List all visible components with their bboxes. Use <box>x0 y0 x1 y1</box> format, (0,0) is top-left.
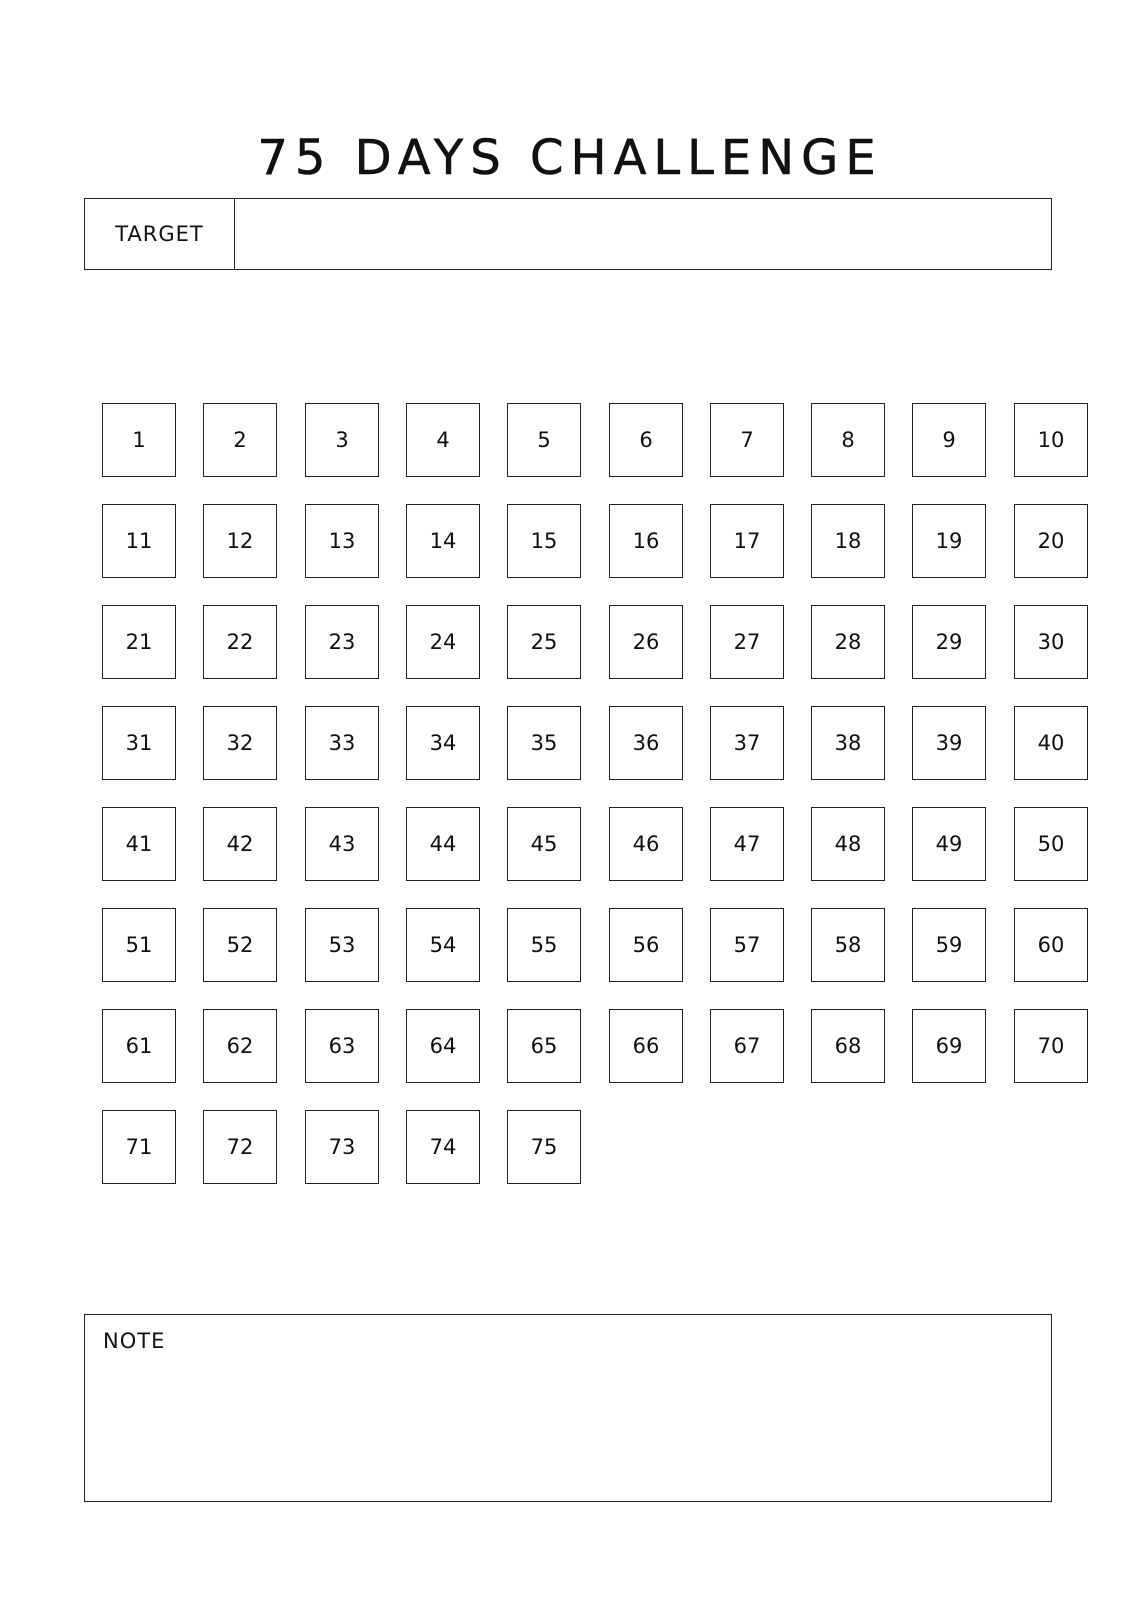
day-box[interactable]: 2 <box>203 403 277 477</box>
day-box[interactable]: 57 <box>710 908 784 982</box>
day-box[interactable]: 53 <box>305 908 379 982</box>
note-label: NOTE <box>103 1329 166 1353</box>
day-box[interactable]: 15 <box>507 504 581 578</box>
day-box[interactable]: 23 <box>305 605 379 679</box>
day-box[interactable]: 61 <box>102 1009 176 1083</box>
day-box[interactable]: 46 <box>609 807 683 881</box>
day-box[interactable]: 60 <box>1014 908 1088 982</box>
target-box <box>84 198 1052 270</box>
day-box[interactable]: 4 <box>406 403 480 477</box>
day-box[interactable]: 14 <box>406 504 480 578</box>
day-box[interactable]: 36 <box>609 706 683 780</box>
page-title: 75 DAYS CHALLENGE <box>257 130 883 187</box>
day-box[interactable]: 65 <box>507 1009 581 1083</box>
day-box[interactable]: 29 <box>912 605 986 679</box>
day-box[interactable]: 18 <box>811 504 885 578</box>
day-box[interactable]: 17 <box>710 504 784 578</box>
day-box[interactable]: 35 <box>507 706 581 780</box>
day-box[interactable]: 64 <box>406 1009 480 1083</box>
day-box[interactable]: 49 <box>912 807 986 881</box>
day-box[interactable]: 10 <box>1014 403 1088 477</box>
day-box[interactable]: 13 <box>305 504 379 578</box>
day-box[interactable]: 54 <box>406 908 480 982</box>
day-box[interactable]: 72 <box>203 1110 277 1184</box>
day-box[interactable]: 51 <box>102 908 176 982</box>
day-box[interactable]: 28 <box>811 605 885 679</box>
day-box[interactable]: 8 <box>811 403 885 477</box>
day-box[interactable]: 68 <box>811 1009 885 1083</box>
day-box[interactable]: 26 <box>609 605 683 679</box>
day-box[interactable]: 9 <box>912 403 986 477</box>
day-box[interactable]: 75 <box>507 1110 581 1184</box>
day-box[interactable]: 62 <box>203 1009 277 1083</box>
day-box[interactable]: 66 <box>609 1009 683 1083</box>
day-box[interactable]: 43 <box>305 807 379 881</box>
day-box[interactable]: 45 <box>507 807 581 881</box>
note-box[interactable] <box>84 1314 1052 1502</box>
day-box[interactable]: 63 <box>305 1009 379 1083</box>
day-box[interactable]: 22 <box>203 605 277 679</box>
day-box[interactable]: 44 <box>406 807 480 881</box>
day-box[interactable]: 25 <box>507 605 581 679</box>
target-label: TARGET <box>85 199 235 269</box>
day-box[interactable]: 33 <box>305 706 379 780</box>
day-box[interactable]: 24 <box>406 605 480 679</box>
day-box[interactable]: 52 <box>203 908 277 982</box>
day-box[interactable]: 47 <box>710 807 784 881</box>
day-box[interactable]: 1 <box>102 403 176 477</box>
day-box[interactable]: 3 <box>305 403 379 477</box>
day-box[interactable]: 32 <box>203 706 277 780</box>
day-box[interactable]: 16 <box>609 504 683 578</box>
target-input-field[interactable] <box>235 199 1051 269</box>
day-box[interactable]: 71 <box>102 1110 176 1184</box>
day-box[interactable]: 69 <box>912 1009 986 1083</box>
day-box[interactable]: 73 <box>305 1110 379 1184</box>
day-box[interactable]: 74 <box>406 1110 480 1184</box>
day-box[interactable]: 38 <box>811 706 885 780</box>
day-box[interactable]: 27 <box>710 605 784 679</box>
day-box[interactable]: 11 <box>102 504 176 578</box>
day-box[interactable]: 20 <box>1014 504 1088 578</box>
day-box[interactable]: 5 <box>507 403 581 477</box>
day-box[interactable]: 30 <box>1014 605 1088 679</box>
day-box[interactable]: 39 <box>912 706 986 780</box>
day-box[interactable]: 48 <box>811 807 885 881</box>
day-box[interactable]: 6 <box>609 403 683 477</box>
day-box[interactable]: 42 <box>203 807 277 881</box>
day-box[interactable]: 58 <box>811 908 885 982</box>
day-box[interactable]: 31 <box>102 706 176 780</box>
day-box[interactable]: 70 <box>1014 1009 1088 1083</box>
day-box[interactable]: 37 <box>710 706 784 780</box>
day-box[interactable]: 7 <box>710 403 784 477</box>
day-box[interactable]: 59 <box>912 908 986 982</box>
day-box[interactable]: 21 <box>102 605 176 679</box>
day-box[interactable]: 12 <box>203 504 277 578</box>
day-box[interactable]: 50 <box>1014 807 1088 881</box>
day-box[interactable]: 19 <box>912 504 986 578</box>
day-box[interactable]: 56 <box>609 908 683 982</box>
day-box[interactable]: 41 <box>102 807 176 881</box>
day-box[interactable]: 40 <box>1014 706 1088 780</box>
day-box[interactable]: 55 <box>507 908 581 982</box>
day-box[interactable]: 34 <box>406 706 480 780</box>
day-box[interactable]: 67 <box>710 1009 784 1083</box>
